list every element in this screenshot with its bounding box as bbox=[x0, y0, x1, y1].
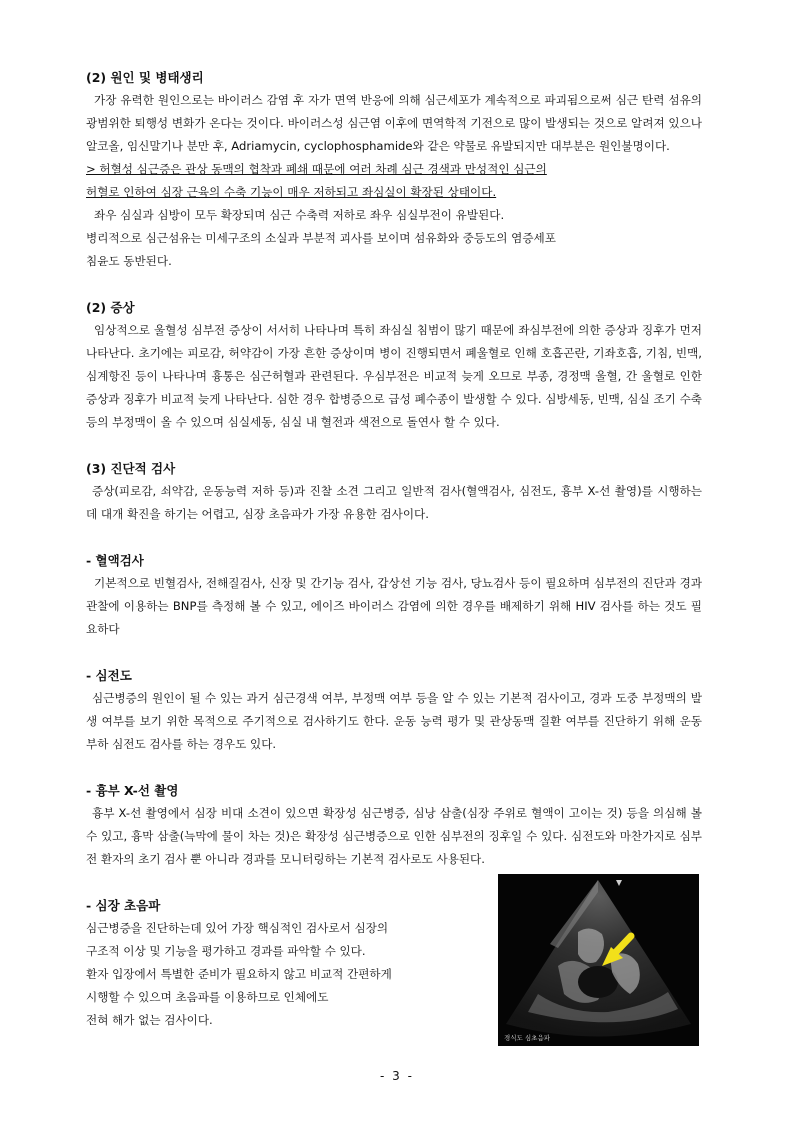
paragraph-chest-xray: 흉부 X-선 촬영에서 심장 비대 소견이 있으면 확장성 심근병증, 심낭 삼출(심장 주위로 혈액이 고이는 것) 등을 의심해 볼 수 있고, 흉막 삼출(늑막에 물이 차는 것)은 확장성 심근병증으로 인한 심부전의 징후일 수 있다. 심전도와 마찬가지로 심부전 환자의 초기 검사 뿐 아니라 경과를 모니터링하는 기본적 검사로도 사용된다. bbox=[86, 806, 702, 866]
echo-line-1: 심근병증을 진단하는데 있어 가장 핵심적인 검사로서 심장의 bbox=[86, 921, 389, 935]
paragraph-diagnosis: 증상(피로감, 쇠약감, 운동능력 저하 등)과 진찰 소견 그리고 일반적 검사(혈액검사, 심전도, 흉부 X-선 촬영)를 시행하는데 대개 확진을 하기는 어렵고, 심장 초음파가 가장 유용한 검사이다. bbox=[86, 484, 702, 521]
echocardiogram-image bbox=[498, 874, 699, 1046]
echo-line-3: 환자 입장에서 특별한 준비가 필요하지 않고 비교적 간편하게 bbox=[86, 967, 392, 981]
subheading-chest-xray: - 흉부 X-선 촬영 bbox=[86, 783, 179, 798]
paragraph-ecg: 심근병증의 원인이 될 수 있는 과거 심근경색 여부, 부정맥 여부 등을 알 수 있는 기본적 검사이고, 경과 도중 부정맥의 발생 여부를 보기 위한 목적으로 주기적으로 검사하기도 한다. 운동 능력 평가 및 관상동맥 질환 여부를 진단하기 위해 운동 부하 심전도 검사를 하는 경우도 있다. bbox=[86, 691, 702, 751]
echo-line-4: 시행할 수 있으며 초음파를 이용하므로 인체에도 bbox=[86, 990, 329, 1004]
section-heading-diagnosis: (3) 진단적 검사 bbox=[86, 461, 176, 476]
paragraph-symptoms: 임상적으로 울혈성 심부전 증상이 서서히 나타나며 특히 좌심실 침범이 많기 때문에 좌심부전에 의한 증상과 징후가 먼저 나타난다. 초기에는 피로감, 허약감이 가장 흔한 증상이며 병이 진행되면서 폐울혈로 인해 호흡곤란, 기좌호흡, 기침, 빈맥, 심계항진 등이 나타나며 흉통은 심근허혈과 관련된다. 우심부전은 비교적 늦게 오므로 부종, 경정맥 울혈, 간 울혈로 인한 증상과 징후가 비교적 늦게 나타난다. 심한 경우 합병증으로 급성 폐수종이 발생할 수 있다. 심방세동, 빈맥, 심실 조기 수축 등의 부정맥이 올 수 있으며 심실세동, 심실 내 혈전과 색전으로 돌연사 할 수 있다. bbox=[86, 323, 702, 429]
subheading-blood-test: - 혈액검사 bbox=[86, 553, 144, 568]
figure-caption: 경식도 심초음파 bbox=[504, 1034, 551, 1042]
subheading-ecg: - 심전도 bbox=[86, 668, 132, 683]
paragraph-etiology-3-line-1: 병리적으로 심근섬유는 미세구조의 소실과 부분적 괴사를 보이며 섬유화와 중등도의 염증세포 bbox=[86, 231, 556, 245]
section-heading-symptoms: (2) 증상 bbox=[86, 300, 135, 315]
note-ischemic-line-2: 허혈로 인하여 심장 근육의 수축 기능이 매우 저하되고 좌심실이 확장된 상태이다. bbox=[86, 185, 497, 199]
paragraph-etiology-1: 가장 유력한 원인으로는 바이러스 감염 후 자가 면역 반응에 의해 심근세포가 계속적으로 파괴됨으로써 심근 탄력 섬유의 광범위한 퇴행성 변화가 온다는 것이다. 바이러스성 심근염 이후에 면역학적 기전으로 많이 발생되는 것으로 알려져 있으나 알코올, 임신말기나 분만 후, Adriamycin, cyclophosphamide와 같은 약물로 유발되지만 대부분은 원인불명이다. bbox=[86, 93, 702, 153]
paragraph-etiology-3-line-2: 침윤도 동반된다. bbox=[86, 254, 172, 268]
page-number: - 3 - bbox=[380, 1069, 414, 1083]
section-heading-etiology: (2) 원인 및 병태생리 bbox=[86, 70, 204, 85]
ultrasound-picture bbox=[498, 874, 699, 1046]
note-ischemic-line-1: > 허혈성 심근증은 관상 동맥의 협착과 폐쇄 때문에 여러 차례 심근 경색과 만성적인 심근의 bbox=[86, 162, 547, 176]
paragraph-blood-test: 기본적으로 빈혈검사, 전해질검사, 신장 및 간기능 검사, 갑상선 기능 검사, 당뇨검사 등이 필요하며 심부전의 진단과 경과 관찰에 이용하는 BNP를 측정해 볼 수 있고, 에이즈 바이러스 감염에 의한 경우를 배제하기 위해 HIV 검사를 하는 것도 필요하다 bbox=[86, 576, 702, 636]
subheading-echocardiography: - 심장 초음파 bbox=[86, 898, 161, 913]
echo-line-2: 구조적 이상 및 기능을 평가하고 경과를 파악할 수 있다. bbox=[86, 944, 366, 958]
echo-line-5: 전혀 해가 없는 검사이다. bbox=[86, 1013, 213, 1027]
paragraph-etiology-2: 좌우 심실과 심방이 모두 확장되며 심근 수축력 저하로 좌우 심실부전이 유발된다. bbox=[94, 208, 505, 222]
section-echocardiography bbox=[86, 894, 486, 1032]
